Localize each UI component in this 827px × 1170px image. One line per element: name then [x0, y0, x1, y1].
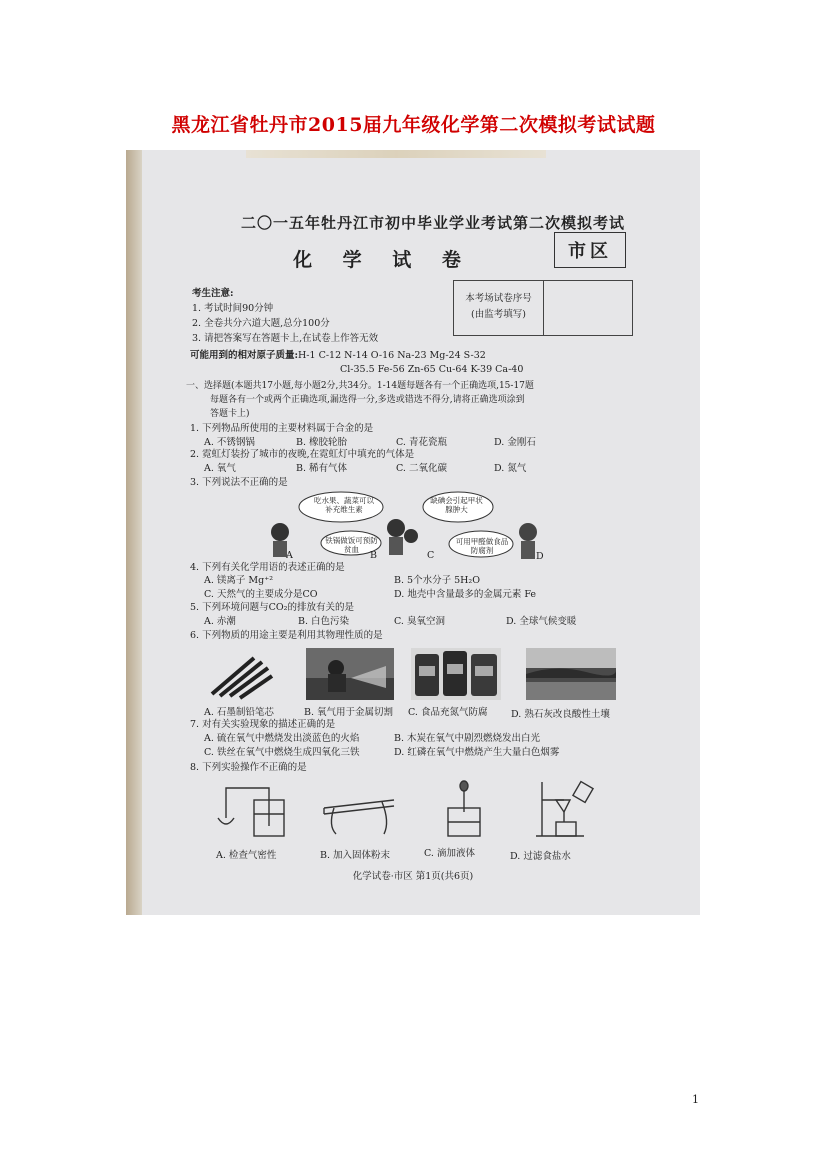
q6-image-food-bags [411, 648, 501, 700]
q6-option-b: B. 氧气用于金属切割 [304, 707, 394, 718]
q5-option-c: C. 臭氧空洞 [394, 616, 445, 627]
q6-option-c: C. 食品充氮气防腐 [408, 707, 488, 718]
section1-intro-3: 答题卡上) [210, 409, 250, 419]
exam-photo [126, 150, 700, 915]
q3-bubble-c: 缺碘会引起甲状腺肿大 [430, 496, 483, 514]
seat-label-line2: (由监考填写) [471, 309, 526, 320]
q8-option-a: A. 检查气密性 [216, 850, 277, 861]
q3-label-b: B [370, 550, 377, 561]
q8-option-c: C. 滴加液体 [424, 848, 475, 859]
q2-option-a: A. 氧气 [204, 463, 236, 474]
q3-bubble-d: 可用甲醛做食品防腐剂 [455, 537, 509, 555]
q4-option-b: B. 5个水分子 5H₂O [394, 575, 481, 586]
seat-label-line1: 本考场试卷序号 [465, 293, 532, 304]
q6-image-pencils [206, 648, 278, 700]
section1-intro-1: 一、选择题(本题共17小题,每小题2分,共34分。1-14题每题各有一个正确选项,15-17题 [186, 381, 534, 391]
atomic-mass-line1 [190, 350, 486, 362]
q5-option-a: A. 赤潮 [204, 616, 236, 627]
q3-bubble-b: 铁锅做饭可预防贫血 [325, 536, 378, 554]
section1-intro-2: 每题各有一个或两个正确选项,漏选得一分,多选或错选不得分,请将正确选项涂到 [210, 395, 525, 405]
q7-option-c: C. 铁丝在氧气中燃烧生成四氧化三铁 [204, 747, 360, 758]
q4-option-c: C. 天然气的主要成分是CO [204, 589, 318, 600]
atomic-mass-line2: Cl-35.5 Fe-56 Zn-65 Cu-64 K-39 Ca-40 [340, 364, 524, 375]
q3-bubble-a: 吃水果、蔬菜可以补充维生素 [314, 496, 374, 514]
zone-box: 市区 [554, 232, 626, 268]
question-8: 8. 下列实验操作不正确的是 [190, 762, 307, 773]
q6-image-welding [306, 648, 394, 700]
q3-label-c: C [427, 550, 435, 561]
q7-option-d: D. 红磷在氧气中燃烧产生大量白色烟雾 [394, 747, 560, 758]
q3-label-a: A [286, 550, 293, 561]
notice-title: 考生注意: [192, 288, 234, 299]
q1-option-b: B. 橡胶轮胎 [296, 437, 348, 448]
atomic-mass-title: 可能用到的相对原子质量: [190, 350, 299, 361]
question-5: 5. 下列环境问题与CO₂的排放有关的是 [190, 602, 354, 613]
q5-option-d: D. 全球气候变暖 [506, 616, 577, 627]
q6-option-d: D. 熟石灰改良酸性土壤 [511, 709, 610, 720]
seat-number-box [453, 280, 633, 336]
q8-apparatus-dropper [434, 778, 494, 840]
q2-option-c: C. 二氧化碳 [396, 463, 447, 474]
q1-option-d: D. 金刚石 [494, 437, 536, 448]
q1-option-c: C. 青花瓷瓶 [396, 437, 447, 448]
atomic-mass-values1: H-1 C-12 N-14 O-16 Na-23 Mg-24 S-32 [298, 350, 486, 361]
q6-option-a: A. 石墨制铅笔芯 [204, 707, 274, 718]
question-3: 3. 下列说法不正确的是 [190, 477, 288, 488]
question-6: 6. 下列物质的用途主要是利用其物理性质的是 [190, 630, 383, 641]
notice-3: 3. 请把答案写在答题卡上,在试卷上作答无效 [192, 333, 379, 344]
question-1: 1. 下列物品所使用的主要材料属于合金的是 [190, 423, 374, 434]
notice-2: 2. 全卷共分六道大题,总分100分 [192, 318, 330, 329]
exam-page-footer: 化学试卷·市区 第1页(共6页) [352, 871, 474, 882]
seat-number-label [454, 281, 544, 335]
q4-option-a: A. 镁离子 Mg⁺² [204, 575, 274, 586]
page-number: 1 [692, 1093, 699, 1106]
q8-apparatus-powder [314, 778, 404, 840]
q8-option-b: B. 加入固体粉末 [320, 850, 391, 861]
question-4: 4. 下列有关化学用语的表述正确的是 [190, 562, 345, 573]
notice-1: 1. 考试时间90分钟 [192, 303, 274, 314]
q2-option-d: D. 氮气 [494, 463, 527, 474]
exam-header: 二〇一五年牡丹江市初中毕业学业考试第二次模拟考试 [240, 214, 625, 232]
q3-label-d: D [536, 551, 544, 562]
exam-subject: 化 学 试 卷 [293, 249, 473, 271]
q3-cartoon [266, 490, 556, 565]
q7-option-a: A. 硫在氧气中燃烧发出淡蓝色的火焰 [204, 733, 360, 744]
document-title: 黑龙江省牡丹市2015届九年级化学第二次模拟考试试题 [171, 114, 656, 136]
question-7: 7. 对有关实验现象的描述正确的是 [190, 719, 336, 730]
question-2: 2. 霓虹灯装扮了城市的夜晚,在霓虹灯中填充的气体是 [190, 449, 415, 460]
q4-option-d: D. 地壳中含量最多的金属元素 Fe [394, 589, 537, 600]
q2-option-b: B. 稀有气体 [296, 463, 348, 474]
q1-option-a: A. 不锈钢锅 [204, 437, 255, 448]
photo-top-edge [246, 150, 546, 158]
q8-option-d: D. 过滤食盐水 [510, 851, 571, 862]
q8-apparatus-airtight [214, 778, 294, 840]
q8-apparatus-filtration [534, 778, 604, 840]
q6-image-landscape [526, 648, 616, 700]
q5-option-b: B. 白色污染 [298, 616, 350, 627]
q7-option-b: B. 木炭在氧气中剧烈燃烧发出白光 [394, 733, 541, 744]
